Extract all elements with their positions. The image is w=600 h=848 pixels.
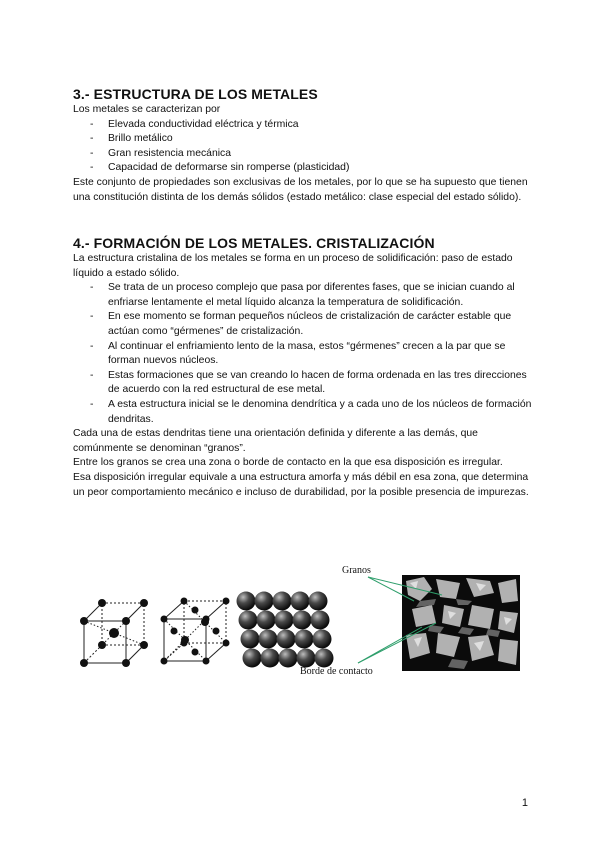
annotation-arrows (290, 555, 530, 690)
sphere (255, 592, 274, 611)
crystallization-list (73, 281, 533, 427)
sphere (243, 649, 262, 668)
contact-border-label: Borde de contacto (300, 666, 373, 677)
grain-micrograph-figure (290, 555, 530, 690)
paragraph: Esa disposición irregular equivale a una estructura amorfa y más débil en esa zona, que determina un peor comportamiento mecánico e incluso de durabilidad, por la posible presencia de impurezas. (73, 471, 529, 498)
section-3-conclusion: Este conjunto de propiedades son exclusivas de los metales, por lo que se ha supuesto que tienen una constitución distinta de los demás sólidos (estado metálico: clase especial del estado sólido). (73, 176, 528, 203)
list-item: - Elevada conductividad eléctrica y térmica (73, 118, 533, 133)
fcc-lattice-diagram (158, 593, 236, 673)
paragraph: Cada una de estas dendritas tiene una orientación definida y diferente a las demás, que comúnmente se denominan “granos”. (73, 428, 478, 454)
list-item: - A esta estructura inicial se le denomina dendrítica y a cada uno de los núcleos de formación dendritas. (73, 398, 533, 427)
list-item: - En ese momento se forman pequeños núcleos de cristalización de carácter estable que actúan como “gérmenes” de cristalización. (73, 310, 533, 339)
list-item: - Capacidad de deformarse sin romperse (plasticidad) (73, 161, 533, 176)
list-item: - Gran resistencia mecánica (73, 147, 533, 162)
sphere (241, 630, 260, 649)
list-item: - Al continuar el enfriamiento lento de la masa, estos “gérmenes” crecen a la par que se forman nuevos núcleos. (73, 340, 533, 369)
page-number: 1 (521, 797, 528, 809)
sphere (259, 630, 278, 649)
sphere (237, 592, 256, 611)
section-4-intro: La estructura cristalina de los metales se forma en un proceso de solidificación: paso de estado líquido a estado sólido. (73, 253, 513, 279)
list-item: - Se trata de un proceso complejo que pasa por diferentes fases, que se inician cuando al enfriarse lentamente el metal líquido alcanza la temperatura de solidificación. (73, 281, 533, 310)
sphere (261, 649, 280, 668)
figures-row (0, 555, 600, 695)
section-3-title: 3.- ESTRUCTURA DE LOS METALES (73, 86, 318, 102)
grains-label: Granos (342, 565, 371, 576)
bcc-lattice-diagram (76, 593, 156, 673)
properties-list (73, 118, 533, 176)
section-4-title: 4.- FORMACIÓN DE LOS METALES. CRISTALIZACIÓN (73, 235, 435, 251)
section-3-intro: Los metales se caracterizan por (73, 104, 221, 115)
sphere (239, 611, 258, 630)
sphere (257, 611, 276, 630)
paragraph: Entre los granos se crea una zona o borde de contacto en la que esa disposición es irregular. (73, 457, 503, 469)
section-4-body (73, 252, 533, 500)
sphere (273, 592, 292, 611)
list-item: - Estas formaciones que se van creando lo hacen de forma ordenada en las tres direcciones de acuerdo con la red estructural de ese metal. (73, 369, 533, 398)
list-item: - Brillo metálico (73, 132, 533, 147)
section-3-body (73, 103, 533, 205)
